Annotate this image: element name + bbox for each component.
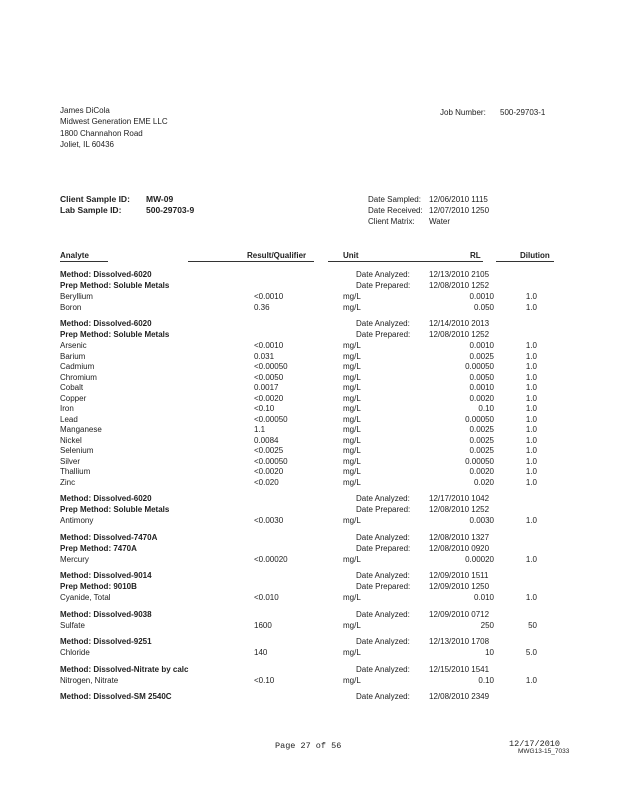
unit-value: mg/L bbox=[343, 456, 361, 466]
rl-value: 0.0020 bbox=[469, 393, 494, 403]
table-row bbox=[0, 621, 618, 631]
result-value: <0.0010 bbox=[254, 341, 284, 350]
dilution-value: 1.0 bbox=[525, 404, 537, 413]
result-value: <0.00050 bbox=[254, 456, 288, 466]
client-name: James DiCola bbox=[60, 106, 110, 115]
unit-value: mg/L bbox=[343, 351, 361, 361]
analyte-name: Boron bbox=[60, 302, 82, 312]
prep-method-name: Prep Method: 9010B bbox=[60, 582, 137, 591]
header-underline-dilution bbox=[496, 261, 554, 262]
table-row bbox=[0, 425, 618, 435]
result-value: 1600 bbox=[254, 620, 272, 630]
analyte-name: Selenium bbox=[60, 446, 94, 455]
prep-method-name: Prep Method: Soluble Metals bbox=[60, 505, 170, 514]
table-row bbox=[0, 593, 618, 603]
prep-method-name: Prep Method: 7470A bbox=[60, 543, 137, 553]
date-analyzed: 12/14/2010 2013 bbox=[429, 319, 490, 328]
date-analyzed: 12/08/2010 2349 bbox=[429, 692, 490, 701]
method-row bbox=[0, 665, 618, 675]
page-number: Page 27 of 56 bbox=[275, 741, 342, 751]
method-row bbox=[0, 494, 618, 504]
prep-method-name: Prep Method: Soluble Metals bbox=[60, 330, 170, 339]
rl-value: 0.0050 bbox=[469, 372, 494, 382]
date-analyzed-label: Date Analyzed: bbox=[356, 532, 410, 542]
date-analyzed-label: Date Analyzed: bbox=[356, 571, 410, 580]
unit-value: mg/L bbox=[343, 675, 361, 685]
analyte-name: Nickel bbox=[60, 435, 82, 445]
method-name: Method: Dissolved-7470A bbox=[60, 532, 158, 542]
job-number-label: Job Number: bbox=[440, 108, 486, 117]
unit-value: mg/L bbox=[343, 425, 361, 434]
unit-value: mg/L bbox=[343, 446, 361, 455]
rl-value: 0.10 bbox=[478, 404, 494, 413]
table-row bbox=[0, 303, 618, 313]
unit-value: mg/L bbox=[343, 435, 361, 445]
job-number-value: 500-29703-1 bbox=[500, 108, 546, 117]
dilution-value: 1.0 bbox=[525, 393, 537, 403]
unit-value: mg/L bbox=[343, 372, 361, 382]
date-prepared-label: Date Prepared: bbox=[356, 543, 411, 553]
prep-method-name: Prep Method: Soluble Metals bbox=[60, 281, 170, 290]
table-row bbox=[0, 415, 618, 425]
table-row bbox=[0, 383, 618, 393]
method-row bbox=[0, 637, 618, 647]
unit-value: mg/L bbox=[343, 593, 361, 602]
rl-value: 0.0030 bbox=[469, 516, 494, 525]
table-row bbox=[0, 467, 618, 477]
result-value: 0.0084 bbox=[254, 435, 279, 445]
date-analyzed: 12/15/2010 1541 bbox=[429, 664, 490, 674]
dilution-value: 1.0 bbox=[525, 593, 537, 602]
dilution-value: 1.0 bbox=[525, 362, 537, 371]
method-row bbox=[0, 270, 618, 280]
dilution-value: 1.0 bbox=[525, 341, 537, 350]
lab-sample-id-label: Lab Sample ID: bbox=[60, 205, 122, 215]
method-name: Method: Dissolved-6020 bbox=[60, 319, 152, 328]
table-row bbox=[0, 555, 618, 565]
analyte-name: Nitrogen, Nitrate bbox=[60, 675, 119, 685]
date-sampled-label: Date Sampled: bbox=[368, 195, 421, 204]
client-address-1: 1800 Channahon Road bbox=[60, 129, 143, 138]
date-analyzed: 12/09/2010 1511 bbox=[429, 571, 489, 580]
unit-value: mg/L bbox=[343, 477, 361, 487]
date-analyzed-label: Date Analyzed: bbox=[356, 692, 410, 701]
analyte-name: Mercury bbox=[60, 554, 89, 564]
method-name: Method: Dissolved-Nitrate by calc bbox=[60, 664, 189, 674]
dilution-value: 1.0 bbox=[525, 456, 537, 466]
unit-value: mg/L bbox=[343, 341, 361, 350]
table-row bbox=[0, 352, 618, 362]
result-value: <0.0050 bbox=[254, 372, 284, 382]
rl-value: 0.0025 bbox=[469, 435, 494, 445]
col-result: Result/Qualifier bbox=[247, 251, 307, 260]
rl-value: 0.00050 bbox=[465, 414, 494, 424]
analyte-name: Sulfate bbox=[60, 620, 85, 630]
analyte-name: Chromium bbox=[60, 372, 97, 382]
dilution-value: 1.0 bbox=[525, 292, 537, 301]
date-prepared-label: Date Prepared: bbox=[356, 505, 411, 514]
col-rl: RL bbox=[470, 251, 481, 260]
unit-value: mg/L bbox=[343, 467, 361, 476]
col-unit: Unit bbox=[343, 251, 359, 260]
header-underline-unit bbox=[328, 261, 483, 262]
date-prepared-label: Date Prepared: bbox=[356, 330, 411, 339]
col-dilution: Dilution bbox=[520, 251, 550, 260]
result-value: 0.0017 bbox=[254, 383, 279, 392]
method-row bbox=[0, 692, 618, 702]
method-name: Method: Dissolved-9014 bbox=[60, 571, 152, 580]
result-value: <0.00050 bbox=[254, 362, 288, 371]
rl-value: 0.020 bbox=[473, 477, 494, 487]
bates-stamp: MWG13-15_7033 bbox=[518, 748, 570, 755]
analyte-name: Cadmium bbox=[60, 362, 95, 371]
analyte-name: Zinc bbox=[60, 477, 76, 487]
rl-value: 0.050 bbox=[473, 302, 494, 312]
client-sample-id-label: Client Sample ID: bbox=[60, 194, 130, 204]
rl-value: 0.10 bbox=[478, 675, 494, 685]
rl-value: 0.0025 bbox=[469, 446, 494, 455]
analyte-name: Thallium bbox=[60, 467, 91, 476]
date-analyzed-label: Date Analyzed: bbox=[356, 637, 410, 646]
unit-value: mg/L bbox=[343, 516, 361, 525]
client-address-2: Joliet, IL 60436 bbox=[60, 140, 114, 149]
lab-sample-id: 500-29703-9 bbox=[146, 205, 195, 215]
analyte-name: Lead bbox=[60, 414, 78, 424]
unit-value: mg/L bbox=[343, 404, 361, 413]
table-row bbox=[0, 436, 618, 446]
date-prepared: 12/08/2010 1252 bbox=[429, 281, 490, 290]
result-value: <0.0020 bbox=[254, 467, 284, 476]
table-row bbox=[0, 516, 618, 526]
result-value: <0.0020 bbox=[254, 393, 284, 403]
rl-value: 0.0010 bbox=[469, 383, 494, 392]
header-underline-result bbox=[188, 261, 314, 262]
dilution-value: 1.0 bbox=[525, 675, 537, 685]
analyte-name: Silver bbox=[60, 456, 81, 466]
rl-value: 0.0010 bbox=[469, 341, 494, 350]
dilution-value: 1.0 bbox=[525, 302, 537, 312]
analyte-name: Barium bbox=[60, 351, 86, 361]
date-prepared: 12/09/2010 1250 bbox=[429, 582, 490, 591]
result-value: <0.010 bbox=[254, 593, 279, 602]
dilution-value: 1.0 bbox=[525, 477, 537, 487]
dilution-value: 1.0 bbox=[525, 516, 537, 525]
unit-value: mg/L bbox=[343, 620, 361, 630]
date-sampled: 12/06/2010 1115 bbox=[429, 195, 488, 204]
prep-method-row bbox=[0, 505, 618, 515]
result-value: <0.0010 bbox=[254, 292, 284, 301]
result-value: <0.10 bbox=[254, 675, 275, 685]
method-name: Method: Dissolved-SM 2540C bbox=[60, 692, 172, 701]
method-row bbox=[0, 319, 618, 329]
date-analyzed: 12/13/2010 2105 bbox=[429, 270, 490, 279]
date-analyzed: 12/09/2010 0712 bbox=[429, 609, 490, 619]
result-value: <0.00020 bbox=[254, 554, 288, 564]
result-value: 0.36 bbox=[254, 302, 270, 312]
analyte-name: Chloride bbox=[60, 648, 90, 657]
dilution-value: 1.0 bbox=[525, 351, 537, 361]
dilution-value: 1.0 bbox=[525, 554, 537, 564]
rl-value: 0.0010 bbox=[469, 292, 494, 301]
dilution-value: 1.0 bbox=[525, 435, 537, 445]
analyte-name: Antimony bbox=[60, 516, 94, 525]
date-analyzed-label: Date Analyzed: bbox=[356, 494, 410, 503]
dilution-value: 1.0 bbox=[525, 372, 537, 382]
client-company: Midwest Generation EME LLC bbox=[60, 117, 168, 126]
table-row bbox=[0, 341, 618, 351]
result-value: 140 bbox=[254, 648, 268, 657]
rl-value: 0.0025 bbox=[469, 351, 494, 361]
date-analyzed: 12/17/2010 1042 bbox=[429, 494, 490, 503]
prep-method-row bbox=[0, 330, 618, 340]
date-received: 12/07/2010 1250 bbox=[429, 206, 490, 215]
date-analyzed-label: Date Analyzed: bbox=[356, 270, 410, 279]
table-row bbox=[0, 362, 618, 372]
date-analyzed-label: Date Analyzed: bbox=[356, 664, 410, 674]
unit-value: mg/L bbox=[343, 383, 361, 392]
date-analyzed: 12/13/2010 1708 bbox=[429, 637, 490, 646]
method-row bbox=[0, 571, 618, 581]
table-row bbox=[0, 457, 618, 467]
table-row bbox=[0, 404, 618, 414]
unit-value: mg/L bbox=[343, 292, 361, 301]
method-row bbox=[0, 533, 618, 543]
client-matrix: Water bbox=[429, 217, 451, 226]
analyte-name: Cobalt bbox=[60, 383, 84, 392]
analyte-name: Copper bbox=[60, 393, 87, 403]
date-analyzed: 12/08/2010 1327 bbox=[429, 532, 490, 542]
prep-method-row bbox=[0, 582, 618, 592]
rl-value: 0.010 bbox=[473, 593, 494, 602]
analyte-name: Iron bbox=[60, 404, 74, 413]
method-row bbox=[0, 610, 618, 620]
unit-value: mg/L bbox=[343, 414, 361, 424]
table-row bbox=[0, 676, 618, 686]
rl-value: 0.00050 bbox=[465, 456, 494, 466]
prep-method-row bbox=[0, 281, 618, 291]
table-row bbox=[0, 648, 618, 658]
date-prepared: 12/08/2010 1252 bbox=[429, 330, 490, 339]
client-sample-id: MW-09 bbox=[146, 194, 174, 204]
result-value: 1.1 bbox=[254, 425, 266, 434]
result-value: <0.0030 bbox=[254, 516, 284, 525]
table-row bbox=[0, 292, 618, 302]
dilution-value: 1.0 bbox=[525, 467, 537, 476]
dilution-value: 1.0 bbox=[525, 383, 537, 392]
dilution-value: 1.0 bbox=[525, 425, 537, 434]
table-row bbox=[0, 478, 618, 488]
rl-value: 10 bbox=[485, 648, 494, 657]
method-name: Method: Dissolved-6020 bbox=[60, 494, 152, 503]
prep-method-row bbox=[0, 544, 618, 554]
date-analyzed-label: Date Analyzed: bbox=[356, 319, 410, 328]
rl-value: 250 bbox=[480, 620, 494, 630]
method-name: Method: Dissolved-9251 bbox=[60, 637, 152, 646]
header-underline-analyte bbox=[60, 261, 108, 262]
table-row bbox=[0, 373, 618, 383]
unit-value: mg/L bbox=[343, 554, 361, 564]
method-name: Method: Dissolved-9038 bbox=[60, 609, 152, 619]
date-analyzed-label: Date Analyzed: bbox=[356, 609, 410, 619]
method-name: Method: Dissolved-6020 bbox=[60, 270, 152, 279]
rl-value: 0.00050 bbox=[465, 362, 494, 371]
table-row bbox=[0, 446, 618, 456]
date-prepared: 12/08/2010 1252 bbox=[429, 505, 490, 514]
analyte-name: Arsenic bbox=[60, 341, 87, 350]
dilution-value: 1.0 bbox=[525, 446, 537, 455]
result-value: <0.00050 bbox=[254, 414, 288, 424]
rl-value: 0.0025 bbox=[469, 425, 494, 434]
client-matrix-label: Client Matrix: bbox=[368, 217, 415, 226]
result-value: <0.10 bbox=[254, 404, 275, 413]
col-analyte: Analyte bbox=[60, 251, 89, 260]
analyte-name: Manganese bbox=[60, 425, 102, 434]
table-row bbox=[0, 394, 618, 404]
dilution-value: 5.0 bbox=[525, 648, 537, 657]
analyte-name: Beryllium bbox=[60, 292, 93, 301]
date-prepared-label: Date Prepared: bbox=[356, 281, 411, 290]
unit-value: mg/L bbox=[343, 302, 361, 312]
result-value: <0.020 bbox=[254, 477, 279, 487]
analyte-name: Cyanide, Total bbox=[60, 593, 111, 602]
result-value: <0.0025 bbox=[254, 446, 284, 455]
dilution-value: 1.0 bbox=[525, 414, 537, 424]
result-value: 0.031 bbox=[254, 351, 275, 361]
date-prepared-label: Date Prepared: bbox=[356, 582, 411, 591]
report-date: 12/17/2010 bbox=[509, 739, 561, 749]
rl-value: 0.0020 bbox=[469, 467, 494, 476]
unit-value: mg/L bbox=[343, 362, 361, 371]
date-prepared: 12/08/2010 0920 bbox=[429, 543, 490, 553]
unit-value: mg/L bbox=[343, 393, 361, 403]
date-received-label: Date Received: bbox=[368, 206, 423, 215]
rl-value: 0.00020 bbox=[465, 554, 494, 564]
dilution-value: 50 bbox=[528, 620, 537, 630]
unit-value: mg/L bbox=[343, 648, 361, 657]
